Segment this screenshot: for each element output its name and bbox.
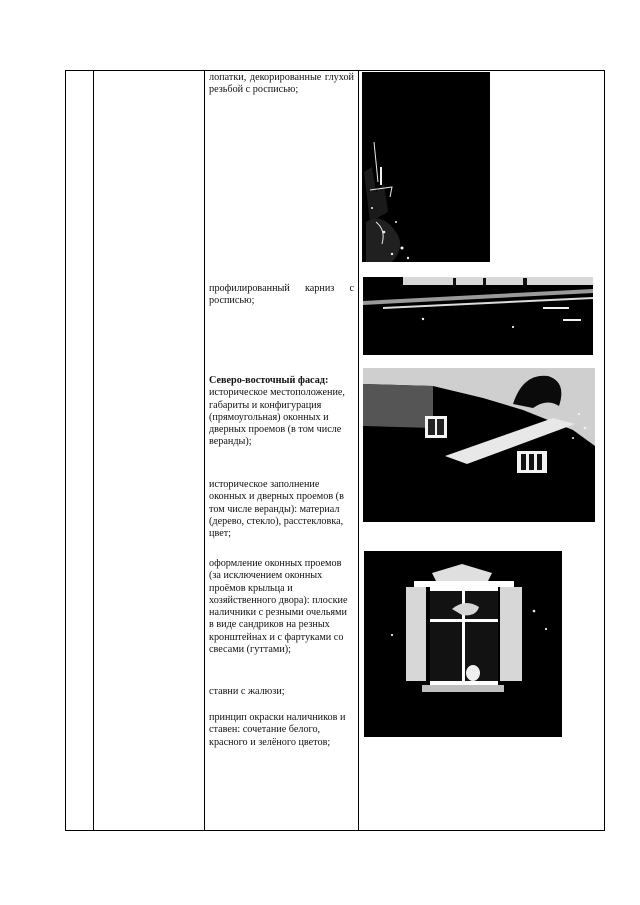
table-border-right bbox=[604, 70, 605, 830]
text-window-framing: оформление оконных проемов (за исключением оконных проёмов крыльца и хозяйственного двора): плоские наличники с резными очельями в виде сандриков на резных кронштейнах и с фартуками со свесами (гуттами); bbox=[209, 558, 348, 656]
table-column-divider-3 bbox=[358, 70, 359, 830]
text-historic-fill: историческое заполнение оконных и дверных проемов (в том числе веранды): материал (дерево, стекло), расстекловка, цвет; bbox=[209, 479, 344, 540]
text-shutters: ставни с жалюзи; bbox=[209, 686, 285, 697]
section-heading: Северо-восточный фасад: bbox=[209, 375, 329, 386]
text-pilasters: лопатки, декорированные глухой резьбой с росписью; bbox=[209, 72, 354, 96]
table-column-divider-1 bbox=[93, 70, 94, 830]
text-northeast-facade bbox=[209, 375, 354, 449]
table-border-left bbox=[65, 70, 66, 830]
photo-pilaster bbox=[362, 72, 490, 262]
text-location-dimensions: историческое местоположение, габариты и конфигурация (прямоугольная) оконных и дверных проемов (в том числе веранды); bbox=[209, 387, 345, 448]
photo-northeast-facade bbox=[363, 368, 595, 522]
photo-window-shutters bbox=[364, 551, 562, 737]
table-border-bottom bbox=[65, 830, 605, 831]
photo-cornice bbox=[363, 277, 593, 355]
table-column-divider-2 bbox=[204, 70, 205, 830]
table-border-top bbox=[65, 70, 605, 71]
text-cornice: профилированный карниз с росписью; bbox=[209, 283, 354, 307]
text-paint-principle: принцип окраски наличников и ставен: сочетание белого, красного и зелёного цветов; bbox=[209, 712, 346, 748]
